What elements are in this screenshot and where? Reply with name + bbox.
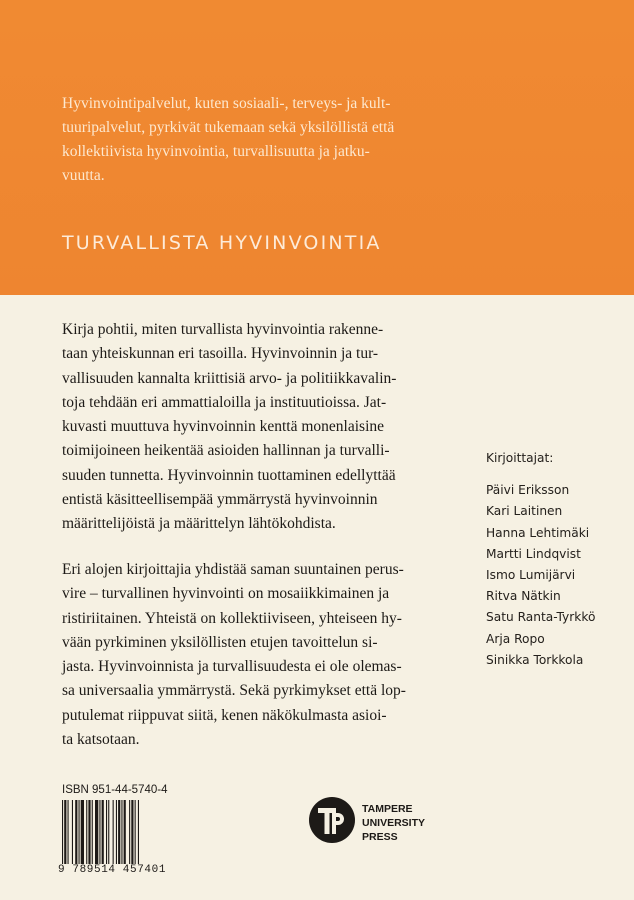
barcode-bar: [75, 800, 77, 864]
paragraph-line: taan yhteiskunnan eri tasoilla. Hyvinvoinnin ja tur-: [62, 345, 379, 363]
paragraph-line: vään pyrkiminen yksilöllisten etujen tavoittelun si-: [62, 633, 378, 651]
barcode-bar: [88, 800, 90, 864]
publisher-name-line: PRESS: [362, 831, 398, 843]
barcode-bar: [121, 800, 122, 864]
author-name: Martti Lindqvist: [486, 546, 581, 561]
paragraph-line: putulemat riippuvat siitä, kenen näkökulmasta asioi-: [62, 706, 387, 724]
barcode-bar: [99, 800, 100, 872]
barcode-bar: [118, 800, 120, 864]
intro-line: Hyvinvointipalvelut, kuten sosiaali-, terveys- ja kult-: [62, 95, 391, 112]
authors-list: [486, 448, 626, 671]
barcode-bar: [113, 800, 114, 864]
tup-logo-icon: [308, 796, 356, 844]
paragraph-line: Eri alojen kirjoittajia yhdistää saman suuntainen perus-: [62, 561, 404, 578]
paragraph-line: sa universaalia ymmärrystä. Sekä pyrkimykset että lop-: [62, 682, 406, 700]
paragraph-line: entistä käsitteellisempää ymmärrystä hyvinvoinnin: [62, 491, 378, 509]
barcode-bar: [138, 800, 139, 872]
intro-blurb: [62, 92, 602, 188]
barcode-bar: [116, 800, 117, 864]
barcode-bar: [102, 800, 104, 872]
barcode-bar: [95, 800, 98, 864]
paragraph-line: vire – turvallinen hyvinvointi on mosaiikkimainen ja: [62, 585, 390, 603]
isbn-label: ISBN 951-44-5740-4: [62, 784, 168, 796]
author-name: Hanna Lehtimäki: [486, 525, 590, 540]
barcode-digits: 9 789514 457401: [58, 864, 178, 876]
paragraph-line: määrittelijöistä ja määrittelyn lähtökohdista.: [62, 515, 336, 533]
intro-line: tuuripalvelut, pyrkivät tukemaan sekä yksilöllistä että: [62, 119, 395, 136]
description-paragraph-1: [62, 318, 462, 537]
paragraph-line: toimijoineen heikentää asioiden hallinnan ja turvalli-: [62, 442, 390, 460]
intro-line: kollektiivista hyvinvointia, turvallisuutta ja jatku-: [62, 143, 370, 160]
barcode-bar: [62, 800, 63, 872]
barcode-bar: [106, 800, 107, 864]
paragraph-line: ristiriitainen. Yhteistä on kollektiiviseen, yhteiseen hy-: [62, 609, 402, 627]
publisher-name-line: UNIVERSITY: [362, 817, 426, 829]
paragraph-line: Kirja pohtii, miten turvallista hyvinvointia rakenne-: [62, 321, 384, 338]
author-name: Ritva Nätkin: [486, 589, 561, 604]
barcode-bar: [135, 800, 136, 864]
paragraph-line: jasta. Hyvinvoinnista ja turvallisuudesta ei ole olemas-: [62, 658, 402, 676]
description-paragraph-2: [62, 558, 462, 752]
publisher-name: [362, 802, 425, 844]
intro-line: vuutta.: [62, 167, 105, 184]
barcode-bar: [129, 800, 130, 864]
author-name: Satu Ranta-Tyrkkö: [486, 610, 596, 625]
authors-heading: Kirjoittajat:: [486, 451, 554, 465]
author-name: Ismo Lumijärvi: [486, 568, 576, 583]
paragraph-line: kuvasti muuttuva hyvinvoinnin kenttä monenlaisine: [62, 418, 385, 436]
paragraph-line: suuden tunnetta. Hyvinvoinnin tuottaminen edellyttää: [62, 466, 396, 484]
publisher-name-line: TAMPERE: [362, 803, 413, 815]
barcode-bar: [131, 800, 133, 864]
author-name: Kari Laitinen: [486, 504, 563, 519]
barcode-bar: [81, 800, 84, 864]
paragraph-line: vallisuuden kannalta kriittisiä arvo- ja politiikkavalin-: [62, 369, 397, 387]
barcode-bar: [92, 800, 93, 864]
barcode-bar: [108, 800, 109, 864]
barcode-bar: [79, 800, 80, 864]
publisher-mark: [308, 794, 438, 854]
book-title: TURVALLISTA HYVINVOINTIA: [62, 232, 382, 254]
barcode-bar: [64, 800, 66, 872]
author-name: Päivi Eriksson: [486, 483, 570, 498]
author-name: Arja Ropo: [486, 631, 545, 646]
barcode-bar: [68, 800, 69, 864]
barcode-bar: [124, 800, 126, 864]
paragraph-line: toja tehdään eri ammattialoilla ja instituutioissa. Jat-: [62, 393, 387, 411]
barcode-bar: [72, 800, 73, 864]
barcode-bar: [86, 800, 87, 864]
paragraph-line: ta katsotaan.: [62, 731, 140, 749]
author-name: Sinikka Torkkola: [486, 652, 584, 667]
